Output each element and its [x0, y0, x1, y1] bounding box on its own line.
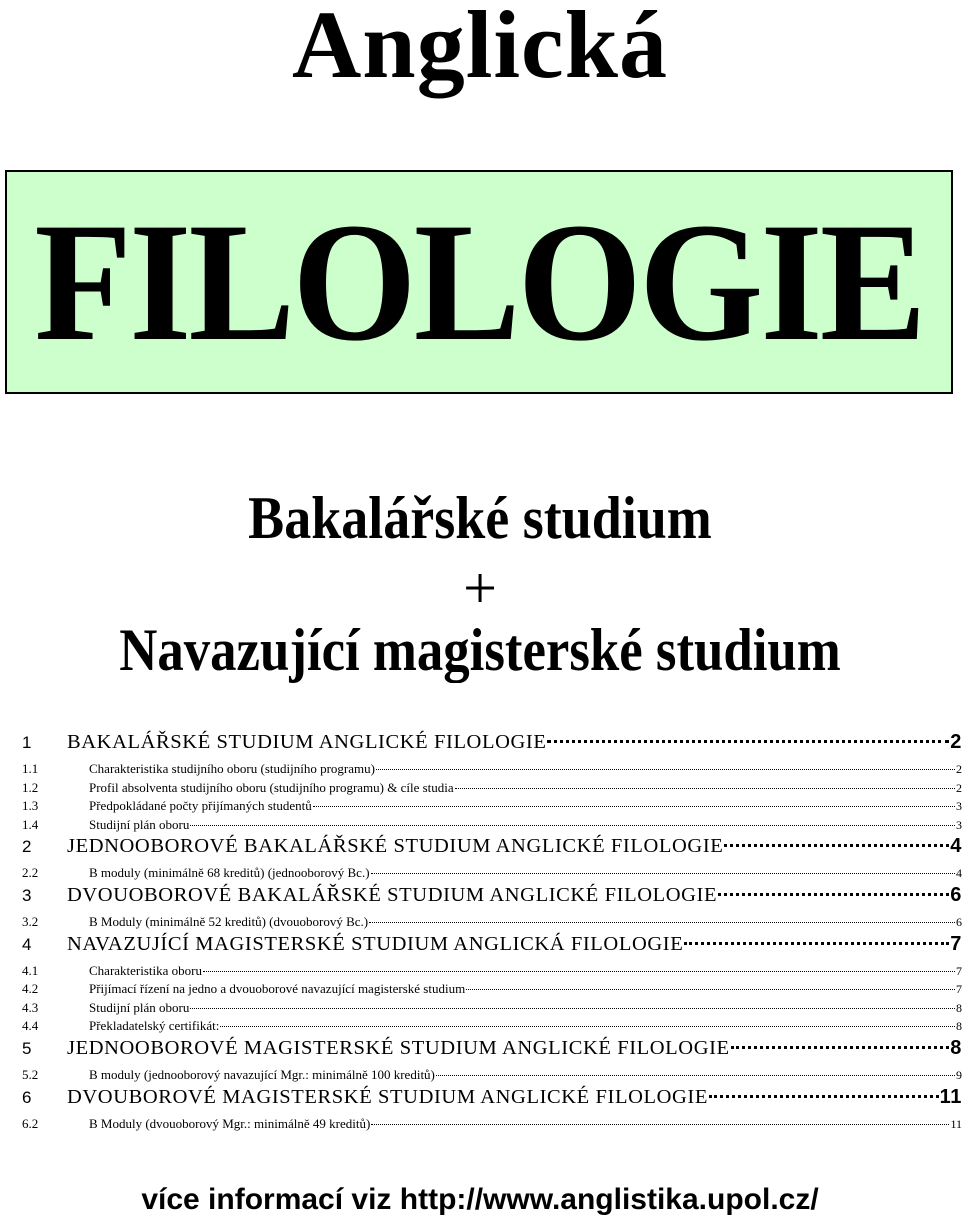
- footer-info-link[interactable]: více informací viz http://www.anglistika.upol.cz/: [141, 1183, 819, 1216]
- toc-page-number: 4: [950, 835, 962, 858]
- toc-section-entry[interactable]: [22, 1067, 962, 1086]
- toc-chapter-entry[interactable]: [22, 884, 962, 914]
- toc-entry-number: 2: [22, 837, 33, 857]
- toc-dot-leader: [376, 769, 955, 770]
- toc-dot-leader: [718, 893, 949, 896]
- toc-chapter-entry[interactable]: [22, 1086, 962, 1116]
- toc-page-number: 4: [956, 866, 962, 881]
- toc-page-number: 2: [956, 762, 962, 776]
- table-of-contents: [22, 731, 962, 1134]
- toc-entry-number: 4.3: [22, 999, 39, 1015]
- toc-dot-leader: [684, 942, 949, 945]
- toc-entry-label: BAKALÁŘSKÉ STUDIUM ANGLICKÉ FILOLOGIE: [67, 731, 547, 753]
- toc-entry-label: NAVAZUJÍCÍ MAGISTERSKÉ STUDIUM ANGLICKÁ FILOLOGIE: [67, 932, 684, 955]
- toc-page-number: 6: [956, 914, 962, 929]
- toc-section-entry[interactable]: [22, 865, 962, 884]
- toc-section-entry[interactable]: [22, 914, 962, 933]
- toc-page-number: 2: [956, 780, 962, 795]
- toc-section-entry[interactable]: [22, 981, 962, 1000]
- subtitle-plus: +: [463, 555, 497, 621]
- toc-dot-leader: [436, 1075, 955, 1076]
- toc-entry-number: 5: [22, 1038, 33, 1058]
- toc-entry-number: 2.2: [22, 865, 39, 881]
- toc-dot-leader: [220, 1026, 955, 1027]
- toc-page-number: 8: [950, 1036, 962, 1059]
- toc-entry-number: 4.4: [22, 1018, 39, 1034]
- title-banner: [5, 170, 953, 394]
- toc-entry-label: Charakteristika studijního oboru (studijního programu): [89, 761, 375, 776]
- toc-page-number: 8: [956, 1019, 962, 1034]
- toc-page-number: 7: [956, 982, 962, 997]
- toc-dot-leader: [203, 971, 955, 972]
- toc-entry-number: 4.2: [22, 981, 39, 997]
- toc-section-entry[interactable]: [22, 817, 962, 836]
- toc-dot-leader: [190, 825, 955, 826]
- toc-entry-number: 1: [22, 733, 33, 752]
- document-title: Anglická: [291, 0, 669, 98]
- toc-page-number: 8: [956, 1000, 962, 1015]
- banner-text: FILOLOGIE: [34, 188, 924, 376]
- toc-dot-leader: [455, 788, 955, 789]
- toc-entry-number: 6: [22, 1087, 33, 1107]
- toc-entry-label: B moduly (jednooborový navazující Mgr.: minimálně 100 kreditů): [89, 1066, 435, 1082]
- toc-section-entry[interactable]: [22, 798, 962, 817]
- toc-entry-label: JEDNOOBOROVÉ BAKALÁŘSKÉ STUDIUM ANGLICKÉ FILOLOGIE: [67, 835, 724, 858]
- toc-page-number: 11: [950, 1116, 962, 1131]
- toc-entry-label: B moduly (minimálně 68 kreditů) (jednooborový Bc.): [89, 865, 370, 881]
- toc-chapter-entry[interactable]: [22, 731, 962, 761]
- toc-section-entry[interactable]: [22, 1000, 962, 1019]
- toc-page-number: 3: [956, 817, 962, 832]
- toc-entry-number: 3.2: [22, 913, 39, 929]
- toc-entry-number: 1.1: [22, 761, 39, 776]
- toc-page-number: 3: [956, 799, 962, 814]
- toc-entry-number: 4.1: [22, 962, 39, 978]
- toc-dot-leader: [724, 844, 949, 847]
- toc-entry-label: DVOUBOROVÉ MAGISTERSKÉ STUDIUM ANGLICKÉ FILOLOGIE: [67, 1085, 708, 1108]
- toc-dot-leader: [731, 1046, 950, 1049]
- subtitle-master: Navazující magisterské studium: [119, 617, 841, 683]
- toc-entry-number: 5.2: [22, 1066, 39, 1082]
- toc-chapter-entry[interactable]: [22, 933, 962, 963]
- toc-page-number: 7: [956, 963, 962, 978]
- toc-chapter-entry[interactable]: [22, 835, 962, 865]
- toc-page-number: 11: [939, 1085, 962, 1108]
- toc-entry-label: JEDNOOBOROVÉ MAGISTERSKÉ STUDIUM ANGLICKÉ FILOLOGIE: [67, 1036, 730, 1059]
- toc-section-entry[interactable]: [22, 1116, 962, 1135]
- toc-entry-number: 3: [22, 885, 33, 905]
- toc-entry-label: B Moduly (dvouoborový Mgr.: minimálně 49 kreditů): [89, 1115, 371, 1131]
- toc-dot-leader: [313, 806, 955, 807]
- toc-dot-leader: [371, 1124, 949, 1125]
- toc-dot-leader: [369, 922, 955, 923]
- toc-entry-label: Překladatelský certifikát:: [89, 1018, 220, 1034]
- toc-entry-label: B Moduly (minimálně 52 kreditů) (dvouoborový Bc.): [89, 913, 369, 929]
- toc-dot-leader: [547, 740, 949, 743]
- toc-dot-leader: [371, 873, 955, 874]
- toc-section-entry[interactable]: [22, 761, 962, 780]
- toc-entry-label: Studijní plán oboru: [89, 816, 190, 832]
- toc-entry-label: DVOUOBOROVÉ BAKALÁŘSKÉ STUDIUM ANGLICKÉ FILOLOGIE: [67, 883, 718, 906]
- toc-entry-number: 1.2: [22, 779, 39, 795]
- toc-section-entry[interactable]: [22, 780, 962, 799]
- toc-dot-leader: [466, 989, 955, 990]
- toc-entry-label: Přijímací řízení na jedno a dvouoborové navazující magisterské studium: [89, 981, 466, 997]
- toc-section-entry[interactable]: [22, 963, 962, 982]
- toc-entry-number: 1.4: [22, 816, 39, 832]
- toc-entry-label: Studijní plán oboru: [89, 999, 190, 1015]
- toc-section-entry[interactable]: [22, 1018, 962, 1037]
- toc-entry-label: Profil absolventa studijního oboru (studijního programu) & cíle studia: [89, 779, 454, 795]
- toc-dot-leader: [709, 1095, 939, 1098]
- toc-page-number: 9: [956, 1067, 962, 1082]
- toc-entry-number: 1.3: [22, 798, 39, 814]
- toc-entry-label: Předpokládané počty přijímaných studentů: [89, 798, 312, 814]
- toc-entry-number: 6.2: [22, 1115, 39, 1131]
- toc-dot-leader: [190, 1008, 955, 1009]
- toc-page-number: 2: [950, 731, 962, 753]
- toc-entry-label: Charakteristika oboru: [89, 962, 202, 978]
- toc-page-number: 7: [950, 932, 962, 955]
- toc-entry-number: 4: [22, 934, 33, 954]
- subtitle-bachelor: Bakalářské studium: [248, 485, 712, 551]
- toc-page-number: 6: [950, 883, 962, 906]
- toc-chapter-entry[interactable]: [22, 1037, 962, 1067]
